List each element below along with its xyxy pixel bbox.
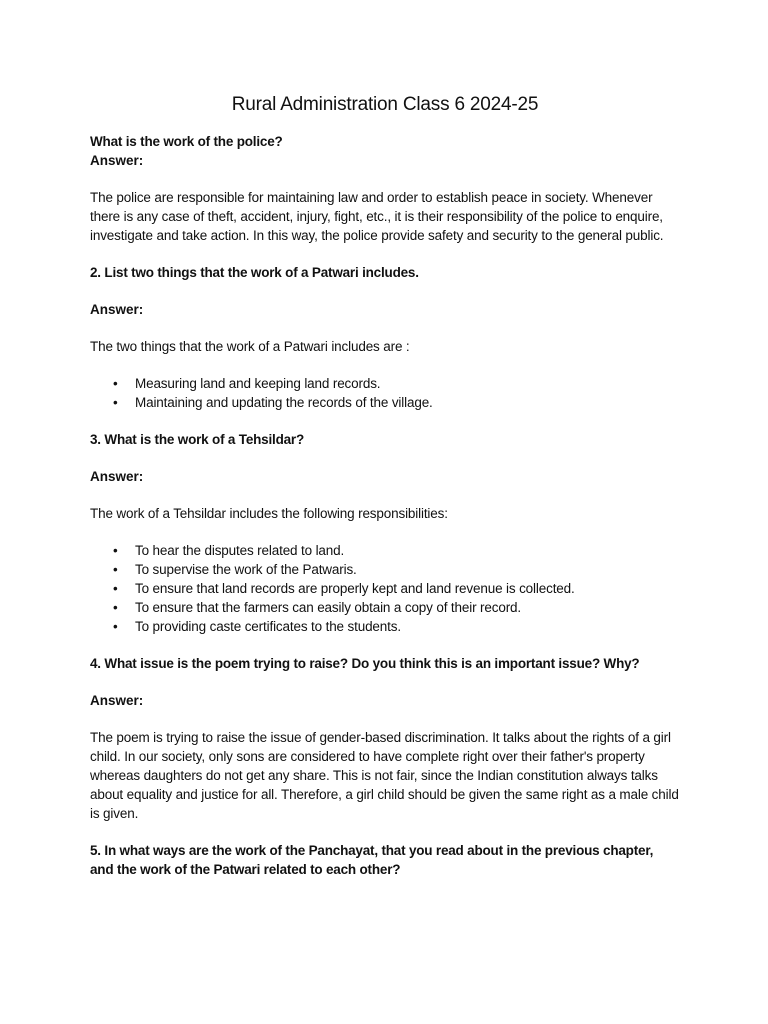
- list-item: • To supervise the work of the Patwaris.: [113, 562, 357, 577]
- bullet-icon: •: [113, 600, 118, 615]
- question-1: What is the work of the police?: [90, 134, 283, 149]
- list-item: • To ensure that land records are properly kept and land revenue is collected.: [113, 581, 575, 596]
- bullet-list-2: [90, 374, 680, 412]
- list-item: • To providing caste certificates to the students.: [113, 619, 401, 634]
- document-page: [90, 92, 680, 879]
- answer-label-1: Answer:: [90, 153, 144, 168]
- bullet-icon: •: [113, 562, 118, 577]
- bullet-list-3: [90, 541, 680, 636]
- answer-label-2: Answer:: [90, 302, 144, 317]
- question-4: 4. What issue is the poem trying to raise? Do you think this is an important issue? Why?: [90, 656, 640, 671]
- answer-text-2: The two things that the work of a Patwari includes are :: [90, 339, 410, 354]
- list-item: • Measuring land and keeping land records.: [113, 376, 381, 391]
- bullet-icon: •: [113, 581, 118, 596]
- list-item: • To ensure that the farmers can easily obtain a copy of their record.: [113, 600, 522, 615]
- answer-label-4: Answer:: [90, 693, 144, 708]
- question-5: 5. In what ways are the work of the Panchayat, that you read about in the previous chapter, and the work of the Patwari related to each other?: [90, 843, 654, 877]
- list-item: • Maintaining and updating the records of the village.: [113, 395, 433, 410]
- document-title: Rural Administration Class 6 2024-25: [231, 94, 539, 115]
- list-item: • To hear the disputes related to land.: [113, 543, 345, 558]
- answer-text-3: The work of a Tehsildar includes the following responsibilities:: [90, 506, 448, 521]
- answer-label-3: Answer:: [90, 469, 144, 484]
- question-2: 2. List two things that the work of a Patwari includes.: [90, 265, 419, 280]
- bullet-icon: •: [113, 395, 118, 410]
- bullet-icon: •: [113, 376, 118, 391]
- bullet-icon: •: [113, 543, 118, 558]
- bullet-icon: •: [113, 619, 118, 634]
- answer-text-4: The poem is trying to raise the issue of gender-based discrimination. It talks about the rights of a girl child. In our society, only sons are considered to have complete right over their father's property whereas daughters do not get any share. This is not fair, since the Indian constitution always talks about equality and justice for all. Therefore, a girl child should be given the same right as a male child is given.: [90, 730, 679, 821]
- question-3: 3. What is the work of a Tehsildar?: [90, 432, 305, 447]
- answer-text-1: The police are responsible for maintaining law and order to establish peace in society. Whenever there is any case of theft, accident, injury, fight, etc., it is their responsibility of the police to enquire, investigate and take action. In this way, the police provide safety and security to the general public.: [90, 190, 664, 243]
